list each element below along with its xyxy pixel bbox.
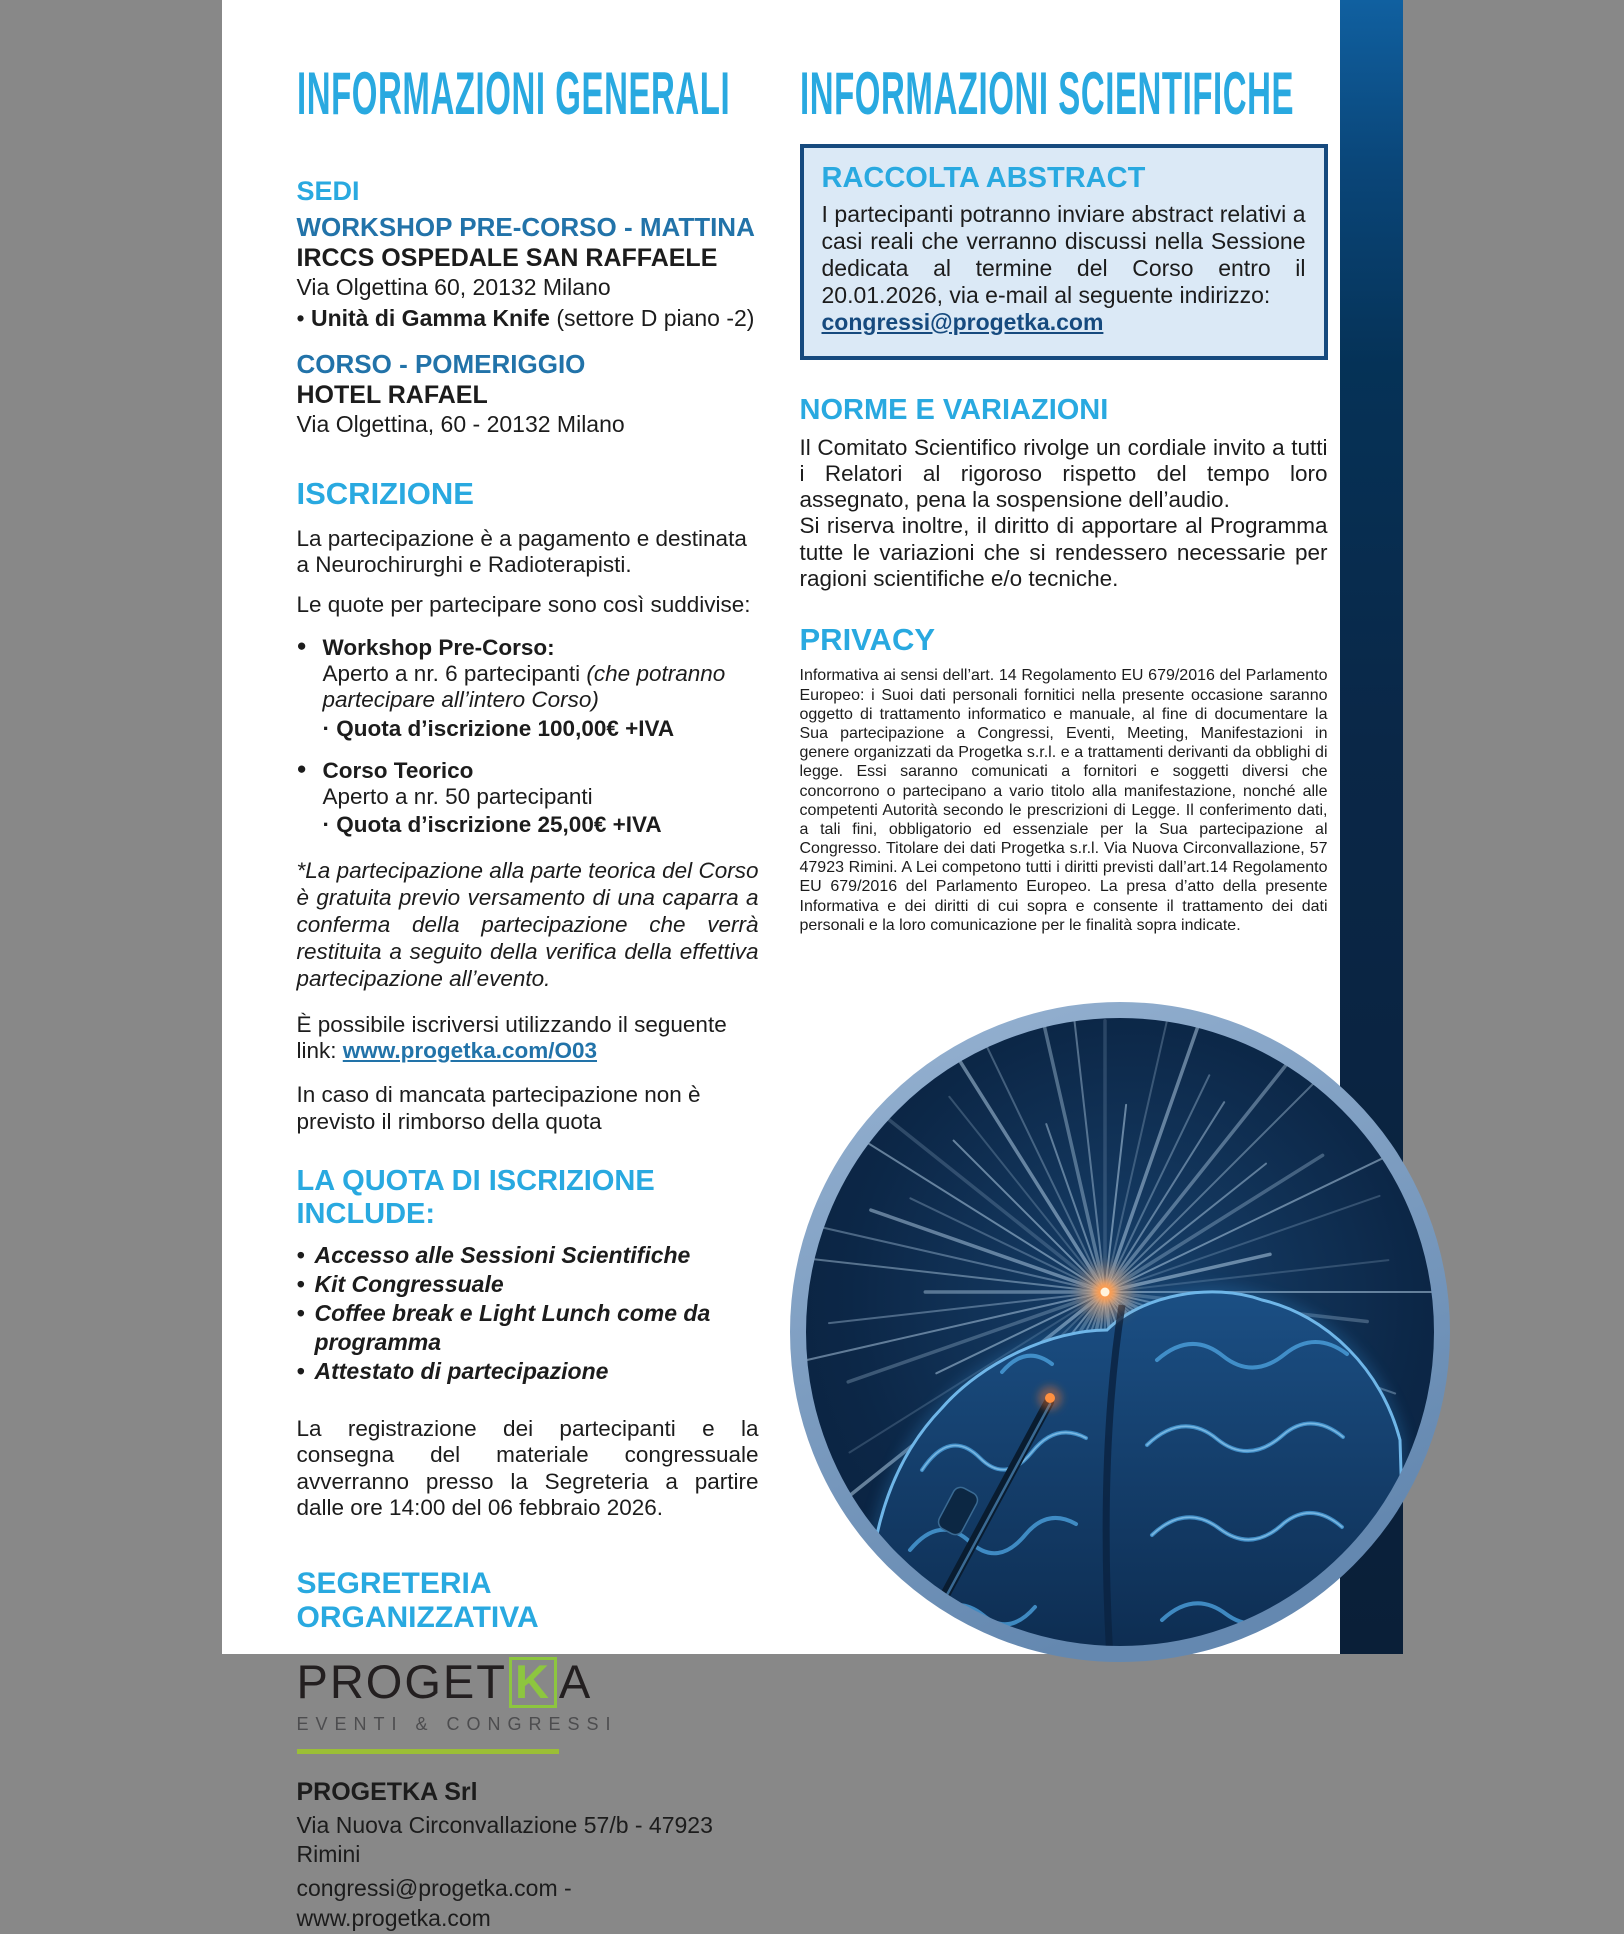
norme-p2: Si riserva inoltre, il diritto di apportare al Programma tutte le variazioni che si rendessero necessarie per ragioni scientifiche e/o tecniche. xyxy=(799,513,1328,592)
list-item: • Accesso alle Sessioni Scientifiche xyxy=(297,1241,759,1270)
progetka-logo xyxy=(296,1654,759,1754)
corso-venue: HOTEL RAFAEL xyxy=(296,380,488,409)
workshop-fee-item xyxy=(297,635,759,742)
progetka-logo-tagline: EVENTI & CONGRESSI xyxy=(296,1713,618,1734)
course-fee-amount: · Quota d’iscrizione 25,00€ +IVA xyxy=(322,812,662,838)
segreteria-heading-line1: SEGRETERIA xyxy=(296,1567,492,1601)
abstract-body-text: I partecipanti potranno inviare abstract relativi a casi reali che verranno discussi nella Sessione dedicata al termine del Corso entro il 20.01.2026, via e-mail al seguente indirizzo: xyxy=(821,201,1306,308)
workshop-address: Via Olgettina 60, 20132 Milano xyxy=(296,274,611,301)
list-item: • Coffee break e Light Lunch come da programma xyxy=(297,1299,759,1357)
iscrizione-p1: La partecipazione è a pagamento e destinata a Neurochirurghi e Radioterapisti. xyxy=(296,525,747,577)
workshop-room xyxy=(297,305,759,332)
list-item: • Kit Congressuale xyxy=(297,1270,759,1299)
progetka-logo-wordmark xyxy=(296,1654,759,1708)
workshop-fee-title: Workshop Pre-Corso: xyxy=(322,634,555,660)
registration-link-intro: È possibile iscriversi utilizzando il seguente link: xyxy=(296,1011,727,1064)
workshop-room-name: Unità di Gamma Knife xyxy=(310,304,550,331)
left-column xyxy=(296,60,759,1934)
iscrizione-p2: Le quote per partecipare sono così suddivise: xyxy=(296,592,751,618)
company-email-link[interactable]: congressi@progetka.com xyxy=(296,1875,558,1902)
iscrizione-heading: ISCRIZIONE xyxy=(296,475,474,511)
registration-link[interactable]: www.progetka.com/O03 xyxy=(342,1038,598,1064)
company-address: Via Nuova Circonvallazione 57/b - 47923 Rimini xyxy=(296,1811,713,1868)
abstract-body xyxy=(822,201,1306,336)
quota-include-heading: LA QUOTA DI ISCRIZIONE INCLUDE: xyxy=(296,1165,655,1231)
left-column-title: INFORMAZIONI GENERALI xyxy=(296,60,730,127)
logo-green-rule xyxy=(297,1749,559,1754)
quota-include-list xyxy=(297,1241,759,1386)
logo-k-badge: K xyxy=(509,1657,557,1708)
norme-heading: NORME E VARIAZIONI xyxy=(799,393,1109,426)
no-refund-note: In caso di mancata partecipazione non è previsto il rimborso della quota xyxy=(296,1082,701,1134)
course-fee-line: Aperto a nr. 50 partecipanti xyxy=(322,784,593,810)
workshop-venue: IRCCS OSPEDALE SAN RAFFAELE xyxy=(296,243,718,272)
flyer-page xyxy=(222,0,1403,1932)
contact-separator: - xyxy=(557,1875,572,1902)
right-column xyxy=(799,60,1328,935)
workshop-fee-note: (che potranno partecipare all’intero Corso) xyxy=(322,660,726,713)
privacy-heading: PRIVACY xyxy=(799,622,936,658)
brain-illustration xyxy=(782,990,1403,1654)
list-item: • Attestato di partecipazione xyxy=(297,1357,759,1386)
abstract-email-link[interactable]: congressi@progetka.com xyxy=(821,308,1104,335)
course-fee-title: Corso Teorico xyxy=(322,757,474,783)
workshop-fee-line: Aperto a nr. 6 partecipanti xyxy=(322,660,587,686)
privacy-body: Informativa ai sensi dell’art. 14 Regolamento EU 679/2016 del Parlamento Europeo: i Suoi dati personali fornitici nella presente occasione saranno oggetto di trattamento informatico e manuale, al fine di documentare la Sua partecipazione a Congressi, Eventi, Meeting, Manifestazioni in genere organizzati da Progetka s.r.l. e a trattamenti derivanti da obblighi di legge. Essi saranno comunicati a fornitori e soggetti diversi che concorrono o partecipano a vario titolo alla manifestazione, nonché alle competenti Autorità secondo le prescrizioni di Legge. Il conferimento dati, a tali fini, obbligatorio ed essenziale per la Sua partecipazione al Congresso. Titolare dei dati Progetka s.r.l. Via Nuova Circonvallazione, 57 47923 Rimini. A Lei competono tutti i diritti previsti dall’art.14 Regolamento EU 679/2016 del Parlamento Europeo. La presa d’atto della presente Informativa e dei diritti di cui sopra e consente il trattamento dei dati personali e la loro comunicazione per le finalità sopra indicate. xyxy=(799,667,1328,934)
course-fee-item xyxy=(297,758,759,839)
workshop-fee-amount: · Quota d’iscrizione 100,00€ +IVA xyxy=(322,715,675,741)
company-name: PROGETKA Srl xyxy=(296,1777,478,1806)
company-contacts xyxy=(297,1874,759,1934)
registration-desk-note: La registrazione dei partecipanti e la consegna del materiale congressuale avverranno presso la Segreteria a partire dalle ore 14:00 del 06 febbraio 2026. xyxy=(296,1415,759,1520)
right-column-title: INFORMAZIONI SCIENTIFICHE xyxy=(799,60,1294,127)
deposit-note: *La partecipazione alla parte teorica del Corso è gratuita previo versamento di una caparra a conferma della partecipazione che verrà restituita a seguito della verifica della effettiva partecipazione all’evento. xyxy=(296,857,759,991)
segreteria-heading xyxy=(297,1567,759,1635)
norme-p1: Il Comitato Scientifico rivolge un cordiale invito a tutti i Relatori al rigoroso rispetto del tempo loro assegnato, pena la sospensione dell’audio. xyxy=(799,434,1328,513)
workshop-room-detail: (settore D piano -2) xyxy=(549,304,755,331)
segreteria-heading-line2: ORGANIZZATIVA xyxy=(296,1601,539,1635)
company-website-link[interactable]: www.progetka.com xyxy=(296,1905,491,1932)
sedi-heading: SEDI xyxy=(296,176,360,206)
bullet-dot: • xyxy=(296,304,311,331)
abstract-heading: RACCOLTA ABSTRACT xyxy=(821,162,1146,194)
corso-label: CORSO - POMERIGGIO xyxy=(296,348,586,379)
registration-link-line xyxy=(297,1012,759,1065)
corso-address: Via Olgettina, 60 - 20132 Milano xyxy=(296,411,625,438)
logo-text-a: A xyxy=(558,1654,593,1708)
logo-text-proget: PROGET xyxy=(296,1654,507,1708)
workshop-label: WORKSHOP PRE-CORSO - MATTINA xyxy=(296,212,755,242)
abstract-box xyxy=(800,144,1328,360)
